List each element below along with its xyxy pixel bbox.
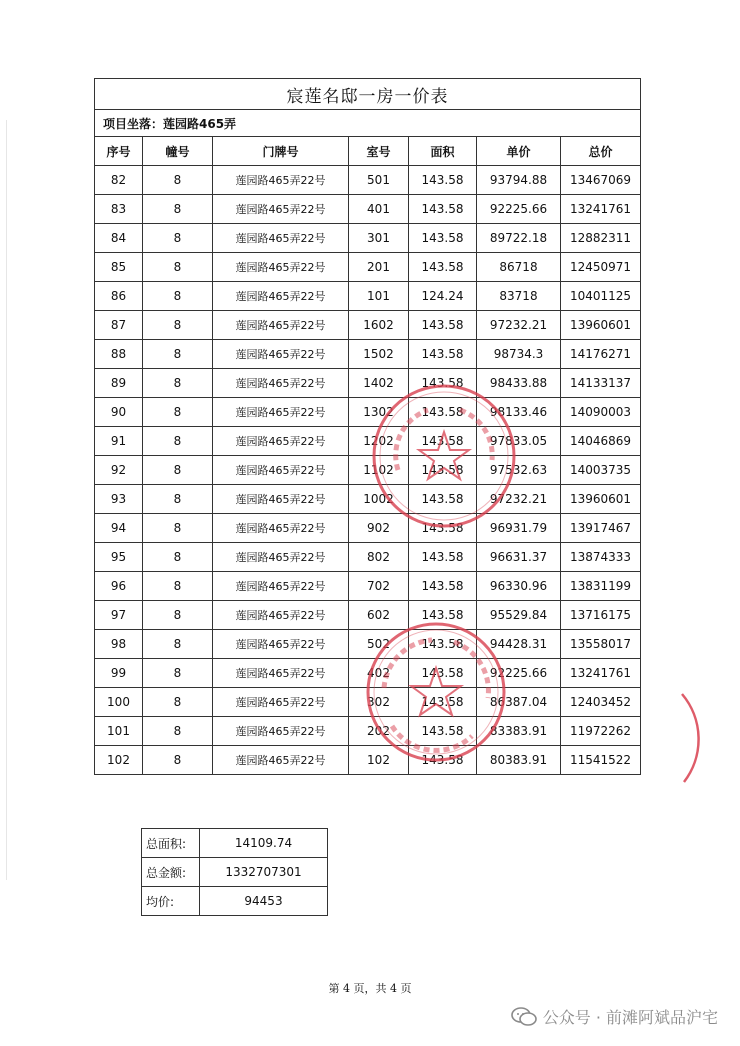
table-cell: 202	[349, 717, 409, 746]
avg-price-label: 均价:	[142, 887, 200, 916]
table-cell: 143.58	[409, 543, 477, 572]
wechat-watermark	[511, 1005, 718, 1028]
table-cell: 401	[349, 195, 409, 224]
table-cell: 13241761	[561, 659, 641, 688]
header-cell: 总价	[561, 137, 641, 166]
table-cell: 莲园路465弄22号	[213, 282, 349, 311]
total-amount-value: 1332707301	[200, 858, 328, 887]
table-cell: 143.58	[409, 224, 477, 253]
table-cell: 92	[95, 456, 143, 485]
table-cell: 143.58	[409, 601, 477, 630]
table-cell: 501	[349, 166, 409, 195]
table-cell: 802	[349, 543, 409, 572]
table-cell: 102	[95, 746, 143, 775]
table-cell: 莲园路465弄22号	[213, 485, 349, 514]
table-cell: 143.58	[409, 717, 477, 746]
table-cell: 98	[95, 630, 143, 659]
table-cell: 莲园路465弄22号	[213, 195, 349, 224]
table-cell: 莲园路465弄22号	[213, 630, 349, 659]
table-cell: 902	[349, 514, 409, 543]
table-cell: 96631.37	[477, 543, 561, 572]
table-cell: 莲园路465弄22号	[213, 514, 349, 543]
table-cell: 8	[143, 543, 213, 572]
table-cell: 8	[143, 572, 213, 601]
table-cell: 97833.05	[477, 427, 561, 456]
table-cell: 143.58	[409, 746, 477, 775]
table-cell: 98133.46	[477, 398, 561, 427]
table-cell: 84	[95, 224, 143, 253]
table-cell: 96330.96	[477, 572, 561, 601]
table-cell: 8	[143, 456, 213, 485]
table-cell: 1102	[349, 456, 409, 485]
table-cell: 143.58	[409, 369, 477, 398]
total-area-label: 总面积:	[142, 829, 200, 858]
table-cell: 89	[95, 369, 143, 398]
table-cell: 8	[143, 311, 213, 340]
table-cell: 莲园路465弄22号	[213, 311, 349, 340]
table-cell: 98433.88	[477, 369, 561, 398]
table-row	[95, 630, 641, 659]
table-cell: 90	[95, 398, 143, 427]
table-cell: 143.58	[409, 166, 477, 195]
table-cell: 143.58	[409, 195, 477, 224]
table-cell: 13558017	[561, 630, 641, 659]
table-cell: 98734.3	[477, 340, 561, 369]
table-cell: 99	[95, 659, 143, 688]
table-cell: 89722.18	[477, 224, 561, 253]
avg-price-value: 94453	[200, 887, 328, 916]
table-cell: 88	[95, 340, 143, 369]
table-cell: 124.24	[409, 282, 477, 311]
table-cell: 莲园路465弄22号	[213, 369, 349, 398]
table-cell: 97532.63	[477, 456, 561, 485]
header-cell: 门牌号	[213, 137, 349, 166]
table-cell: 96	[95, 572, 143, 601]
table-cell: 莲园路465弄22号	[213, 427, 349, 456]
table-cell: 8	[143, 195, 213, 224]
wechat-icon	[511, 1007, 537, 1027]
table-row	[95, 398, 641, 427]
table-cell: 86718	[477, 253, 561, 282]
table-cell: 143.58	[409, 340, 477, 369]
table-cell: 13917467	[561, 514, 641, 543]
table-row	[95, 224, 641, 253]
table-cell: 83	[95, 195, 143, 224]
table-row	[95, 659, 641, 688]
table-cell: 97	[95, 601, 143, 630]
table-row	[95, 282, 641, 311]
table-cell: 201	[349, 253, 409, 282]
table-cell: 8	[143, 717, 213, 746]
table-cell: 83383.91	[477, 717, 561, 746]
table-row	[95, 369, 641, 398]
table-cell: 8	[143, 166, 213, 195]
table-cell: 91	[95, 427, 143, 456]
table-cell: 莲园路465弄22号	[213, 253, 349, 282]
table-cell: 80383.91	[477, 746, 561, 775]
table-cell: 143.58	[409, 398, 477, 427]
table-cell: 1202	[349, 427, 409, 456]
table-cell: 莲园路465弄22号	[213, 543, 349, 572]
table-cell: 8	[143, 485, 213, 514]
table-cell: 143.58	[409, 485, 477, 514]
table-cell: 12403452	[561, 688, 641, 717]
table-cell: 143.58	[409, 427, 477, 456]
table-row	[95, 688, 641, 717]
table-cell: 莲园路465弄22号	[213, 717, 349, 746]
table-cell: 8	[143, 224, 213, 253]
table-cell: 143.58	[409, 514, 477, 543]
table-row	[95, 572, 641, 601]
table-cell: 14176271	[561, 340, 641, 369]
page-number: 第 4 页，共 4 页	[328, 982, 412, 995]
table-cell: 莲园路465弄22号	[213, 340, 349, 369]
table-cell: 8	[143, 427, 213, 456]
table-cell: 95529.84	[477, 601, 561, 630]
table-cell: 8	[143, 340, 213, 369]
table-cell: 14003735	[561, 456, 641, 485]
table-cell: 96931.79	[477, 514, 561, 543]
watermark-text: 公众号 · 前滩阿斌品沪宅	[542, 1008, 718, 1027]
table-cell: 12882311	[561, 224, 641, 253]
table-cell: 87	[95, 311, 143, 340]
table-cell: 莲园路465弄22号	[213, 456, 349, 485]
total-amount-label: 总金额:	[142, 858, 200, 887]
table-row	[95, 514, 641, 543]
table-cell: 莲园路465弄22号	[213, 572, 349, 601]
table-cell: 8	[143, 282, 213, 311]
table-cell: 13960601	[561, 485, 641, 514]
table-cell: 143.58	[409, 456, 477, 485]
table-cell: 97232.21	[477, 311, 561, 340]
table-cell: 702	[349, 572, 409, 601]
table-cell: 97232.21	[477, 485, 561, 514]
table-row	[95, 340, 641, 369]
table-cell: 8	[143, 659, 213, 688]
table-cell: 602	[349, 601, 409, 630]
table-cell: 143.58	[409, 688, 477, 717]
table-cell: 8	[143, 688, 213, 717]
header-cell: 室号	[349, 137, 409, 166]
table-cell: 94428.31	[477, 630, 561, 659]
table-cell: 12450971	[561, 253, 641, 282]
table-cell: 1002	[349, 485, 409, 514]
table-cell: 14090003	[561, 398, 641, 427]
table-cell: 莲园路465弄22号	[213, 224, 349, 253]
table-cell: 13716175	[561, 601, 641, 630]
table-cell: 92225.66	[477, 659, 561, 688]
table-cell: 8	[143, 369, 213, 398]
table-cell: 100	[95, 688, 143, 717]
table-cell: 83718	[477, 282, 561, 311]
total-area-value: 14109.74	[200, 829, 328, 858]
table-row	[95, 427, 641, 456]
table-cell: 93	[95, 485, 143, 514]
table-cell: 13874333	[561, 543, 641, 572]
table-cell: 8	[143, 630, 213, 659]
seal-edge-icon	[670, 690, 710, 790]
table-cell: 8	[143, 514, 213, 543]
table-cell: 85	[95, 253, 143, 282]
table-cell: 13960601	[561, 311, 641, 340]
table-cell: 莲园路465弄22号	[213, 166, 349, 195]
table-row	[95, 485, 641, 514]
table-cell: 莲园路465弄22号	[213, 601, 349, 630]
header-cell: 序号	[95, 137, 143, 166]
table-cell: 8	[143, 253, 213, 282]
table-cell: 95	[95, 543, 143, 572]
table-cell: 13831199	[561, 572, 641, 601]
table-row	[95, 253, 641, 282]
table-row	[95, 746, 641, 775]
table-row	[95, 195, 641, 224]
table-cell: 10401125	[561, 282, 641, 311]
table-cell: 101	[349, 282, 409, 311]
table-cell: 143.58	[409, 253, 477, 282]
header-cell: 面积	[409, 137, 477, 166]
header-cell: 幢号	[143, 137, 213, 166]
table-cell: 82	[95, 166, 143, 195]
table-cell: 1402	[349, 369, 409, 398]
table-cell: 143.58	[409, 311, 477, 340]
table-row	[95, 166, 641, 195]
table-cell: 301	[349, 224, 409, 253]
table-cell: 13241761	[561, 195, 641, 224]
table-cell: 502	[349, 630, 409, 659]
table-cell: 143.58	[409, 630, 477, 659]
price-list-table	[94, 78, 641, 775]
table-row	[95, 311, 641, 340]
table-cell: 86	[95, 282, 143, 311]
table-cell: 13467069	[561, 166, 641, 195]
table-cell: 11972262	[561, 717, 641, 746]
table-cell: 莲园路465弄22号	[213, 746, 349, 775]
table-cell: 94	[95, 514, 143, 543]
table-cell: 8	[143, 398, 213, 427]
table-cell: 143.58	[409, 572, 477, 601]
table-cell: 莲园路465弄22号	[213, 398, 349, 427]
table-cell: 93794.88	[477, 166, 561, 195]
table-cell: 8	[143, 746, 213, 775]
table-cell: 11541522	[561, 746, 641, 775]
table-cell: 14046869	[561, 427, 641, 456]
table-cell: 402	[349, 659, 409, 688]
table-cell: 302	[349, 688, 409, 717]
scan-edge	[6, 120, 7, 880]
table-cell: 101	[95, 717, 143, 746]
table-row	[95, 601, 641, 630]
table-cell: 莲园路465弄22号	[213, 659, 349, 688]
table-cell: 1602	[349, 311, 409, 340]
project-location: 项目坐落：莲园路465弄	[95, 110, 641, 137]
table-row	[95, 456, 641, 485]
table-cell: 143.58	[409, 659, 477, 688]
table-header-row	[95, 137, 641, 166]
table-cell: 莲园路465弄22号	[213, 688, 349, 717]
summary-table	[141, 828, 328, 916]
table-cell: 92225.66	[477, 195, 561, 224]
table-row	[95, 717, 641, 746]
table-cell: 102	[349, 746, 409, 775]
table-cell: 86387.04	[477, 688, 561, 717]
header-cell: 单价	[477, 137, 561, 166]
table-cell: 14133137	[561, 369, 641, 398]
table-cell: 1302	[349, 398, 409, 427]
table-cell: 1502	[349, 340, 409, 369]
document-title: 宸莲名邸一房一价表	[95, 79, 641, 110]
table-row	[95, 543, 641, 572]
table-cell: 8	[143, 601, 213, 630]
